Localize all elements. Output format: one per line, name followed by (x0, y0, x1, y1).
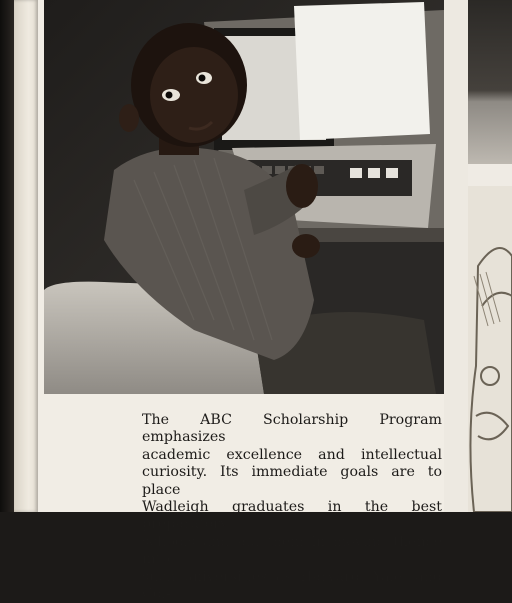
caption-line: academic excellence and intellectual (142, 446, 442, 463)
page-edge (14, 0, 38, 512)
book-binding-shadow (0, 0, 14, 512)
facing-page-photo (468, 0, 512, 164)
facing-page-illustration (468, 186, 512, 512)
caption-line: such universities as Harvard, Yale, and Col- (142, 568, 442, 603)
facing-page-margin (468, 164, 512, 186)
page-gutter (444, 0, 468, 512)
student-computer-photo (44, 0, 444, 394)
facing-page (468, 0, 512, 512)
caption-line: Wadleigh graduates in the best preparatory (142, 499, 442, 533)
caption-line: The ABC Scholarship Program emphasizes (142, 412, 442, 446)
caption-line: curiosity. Its immediate goals are to place (142, 464, 442, 498)
caption-line: schools and aid them in moving thence into (142, 533, 442, 568)
caption-paragraph (142, 412, 442, 603)
